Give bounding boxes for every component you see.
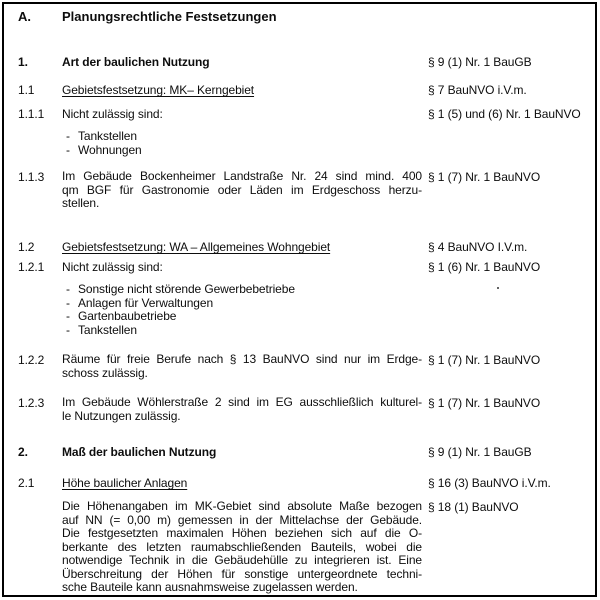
clause-title: Höhe baulicher Anlagen — [62, 476, 188, 490]
list-item: - Wohnungen — [62, 144, 422, 158]
clause-text — [62, 353, 422, 380]
clause-number: 2. — [18, 445, 28, 459]
clause-number: 1.1.1 — [18, 107, 45, 121]
legal-reference: § 16 (3) BauNVO i.V.m. — [428, 476, 551, 490]
clause-number: 1.2.2 — [18, 353, 45, 367]
text-line: le Nutzungen zulässig. — [62, 408, 181, 423]
section-letter: A. — [18, 9, 31, 24]
legal-reference: § 1 (7) Nr. 1 BauNVO — [428, 170, 541, 184]
clause-title: Gebietsfestsetzung: WA – Allgemeines Wohngebiet — [62, 240, 331, 254]
scan-artifact-dot — [497, 287, 499, 289]
list-item: - Gartenbaubetriebe — [62, 310, 422, 324]
clause-number: 1.1 — [18, 83, 35, 97]
legal-reference: § 18 (1) BauNVO — [428, 500, 519, 514]
text-line: berkante des letzten raumabschließenden Bauteils, wobei die — [62, 539, 422, 554]
clause-title: Gebietsfestsetzung: MK– Kerngebiet — [62, 83, 255, 97]
text-line: sche Bauteile kann ausnahmsweise zugelassen werden. — [62, 580, 358, 594]
text-line: Im Gebäude Bockenheimer Landstraße Nr. 24 sind mind. 400 — [62, 169, 422, 183]
clause-text — [62, 170, 422, 211]
list-item: - Tankstellen — [62, 324, 422, 338]
text-line: notwendige Technik in die Gebäudehülle zu integrieren ist. Eine — [62, 553, 422, 567]
clause-number: 2.1 — [18, 476, 35, 490]
clause-number: 1. — [18, 55, 28, 69]
text-line: Die festgesetzten maximalen Höhen beziehen sich auf die O- — [62, 526, 422, 540]
legal-reference: § 9 (1) Nr. 1 BauGB — [428, 445, 532, 459]
text-line: Räume für freie Berufe nach § 13 BauNVO sind nur im Erdge- — [62, 352, 422, 366]
legal-reference: § 1 (7) Nr. 1 BauNVO — [428, 396, 541, 410]
text-line: Die Höhenangaben im MK-Gebiet sind absolute Maße bezogen — [62, 499, 422, 513]
clause-number: 1.1.3 — [18, 170, 45, 184]
text-line: Überschreitung der Höhen für sonstige untergeordnete techni- — [62, 566, 422, 581]
legal-reference: § 9 (1) Nr. 1 BauGB — [428, 55, 532, 69]
list-item: - Anlagen für Verwaltungen — [62, 297, 422, 311]
clause-number: 1.2.1 — [18, 260, 45, 274]
clause-text — [62, 396, 422, 423]
clause-title: Art der baulichen Nutzung — [62, 55, 210, 69]
clause-number: 1.2 — [18, 240, 35, 254]
legal-reference: § 1 (6) Nr. 1 BauNVO — [428, 260, 541, 274]
clause-title: Maß der baulichen Nutzung — [62, 445, 217, 459]
bullet-list — [62, 283, 422, 337]
legal-reference: § 7 BauNVO i.V.m. — [428, 83, 527, 97]
legal-reference: § 1 (7) Nr. 1 BauNVO — [428, 353, 541, 367]
list-item: - Tankstellen — [62, 130, 422, 144]
clause-text: Nicht zulässig sind: — [62, 107, 163, 121]
legal-reference: § 4 BauNVO I.V.m. — [428, 240, 528, 254]
legal-reference: § 1 (5) und (6) Nr. 1 BauNVO — [428, 107, 581, 121]
page-title: Planungsrechtliche Festsetzungen — [62, 9, 277, 24]
text-line: schoss zulässig. — [62, 365, 148, 380]
clause-text — [62, 500, 422, 595]
text-line: stellen. — [62, 196, 100, 210]
clause-number: 1.2.3 — [18, 396, 45, 410]
clause-text: Nicht zulässig sind: — [62, 260, 163, 274]
text-line: Im Gebäude Wöhlerstraße 2 sind im EG ausschließlich kulturel- — [62, 395, 422, 409]
text-line: qm BGF für Gastronomie oder Läden im Erdgeschoss herzu- — [62, 182, 422, 197]
text-line: auf NN (= 0,00 m) gemessen in der Mittelachse der Gebäude. — [62, 512, 422, 527]
list-item: - Sonstige nicht störende Gewerbebetriebe — [62, 283, 422, 297]
bullet-list — [62, 130, 422, 157]
